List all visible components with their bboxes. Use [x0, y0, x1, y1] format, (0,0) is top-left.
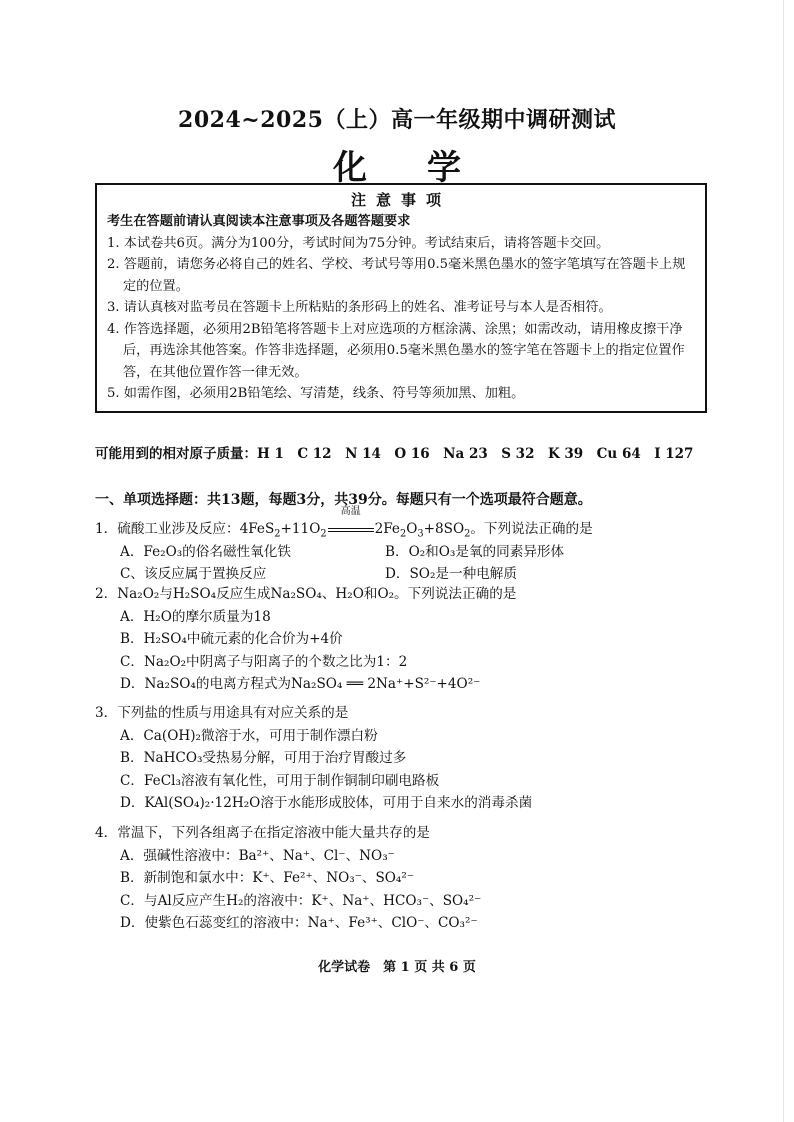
option-d[interactable]: D．使紫色石蕊变红的溶液中：Na⁺、Fe³⁺、ClO⁻、CO₃²⁻ — [120, 915, 478, 931]
option-a[interactable]: A．H₂O的摩尔质量为18 — [120, 608, 271, 625]
option-b[interactable]: B．NaHCO₃受热易分解，可用于治疗胃酸过多 — [120, 750, 407, 766]
notice-lead: 考生在答题前请认真阅读本注意事项及各题答题要求 — [107, 214, 411, 229]
question-stem: 3．下列盐的性质与用途具有对应关系的是 — [95, 705, 349, 721]
notice-item: 3. 请认真核对监考员在答题卡上所粘贴的条形码上的姓名、准考证号与本人是否相符。 — [107, 300, 612, 315]
option-d[interactable]: D．KAl(SO₄)₂·12H₂O溶于水能形成胶体，可用于自来水的消毒杀菌 — [120, 795, 533, 811]
option-d[interactable]: D．SO₂是一种电解质 — [385, 566, 517, 582]
option-c[interactable]: C．与Al反应产生H₂的溶液中：K⁺、Na⁺、HCO₃⁻、SO₄²⁻ — [120, 892, 482, 909]
notice-item: 5. 如需作图，必须用2B铅笔绘、写清楚，线条、符号等须加黑、加粗。 — [107, 386, 525, 401]
question-stem: 2．Na₂O₂与H₂SO₄反应生成Na₂SO₄、H₂O和O₂。下列说法正确的是 — [95, 586, 517, 602]
option-a[interactable]: A．Fe₂O₃的俗名磁性氧化铁 — [120, 543, 291, 560]
option-b[interactable]: B．O₂和O₃是氧的同素异形体 — [385, 543, 565, 560]
option-a[interactable]: A．强碱性溶液中：Ba²⁺、Na⁺、Cl⁻、NO₃⁻ — [120, 847, 395, 864]
option-c[interactable]: C、该反应属于置换反应 — [120, 566, 267, 582]
section-heading: 一、单项选择题：共13题，每题3分，共39分。每题只有一个选项最符合题意。 — [95, 492, 592, 508]
subject-title: 化学 — [333, 148, 521, 188]
question-stem: 4．常温下，下列各组离子在指定溶液中能大量共存的是 — [95, 825, 430, 841]
page-footer: 化学试卷 第 1 页 共 6 页 — [318, 960, 476, 975]
option-b[interactable]: B．新制饱和氯水中：K⁺、Fe²⁺、NO₃⁻、SO₄²⁻ — [120, 870, 414, 886]
notice-title: 注意事项 — [350, 191, 451, 209]
reaction-condition: 高温 — [327, 518, 375, 541]
notice-item: 1. 本试卷共6页。满分为100分，考试时间为75分钟。考试结束后，请将答题卡交回。 — [107, 235, 610, 251]
notice-box — [95, 183, 707, 413]
question-1 — [95, 506, 715, 586]
page-title: 2024~2025（上）高一年级期中调研测试 — [178, 107, 616, 133]
atomic-masses: 可能用到的相对原子质量：H 1 C 12 N 14 O 16 Na 23 S 32 K 39 Cu 64 I 127 — [95, 446, 694, 462]
notice-item: 4. 作答选择题，必须用2B铅笔将答题卡上对应选项的方框涂满、涂黑；如需改动，请用橡皮擦干净后，再选涂其他答案。作答非选择题，必须用0.5毫米黑色墨水的签字笔在答题卡上的指定位置作答，在其他位置作答一律无效。 — [107, 321, 685, 380]
scan-edge-divider — [783, 0, 784, 1122]
question-stem: 1．硫酸工业涉及反应：$4FeS_2+11O_2$ 高温 $2Fe_2O_3+8SO_2$。下列说法正确的是 — [95, 506, 593, 540]
option-a[interactable]: A．Ca(OH)₂微溶于水，可用于制作漂白粉 — [120, 727, 378, 744]
option-b[interactable]: B．H₂SO₄中硫元素的化合价为+4价 — [120, 631, 343, 647]
option-c[interactable]: C．FeCl₃溶液有氧化性，可用于制作铜制印刷电路板 — [120, 772, 440, 789]
option-c[interactable]: C．Na₂O₂中阴离子与阳离子的个数之比为1：2 — [120, 653, 408, 670]
option-d[interactable]: D．Na₂SO₄的电离方程式为Na₂SO₄ ══ 2Na⁺+S²⁻+4O²⁻ — [120, 676, 481, 692]
question-4 — [95, 822, 715, 935]
notice-item: 2. 答题前，请您务必将自己的姓名、学校、考试号等用0.5毫米黑色墨水的签字笔填写在答题卡上规定的位置。 — [107, 257, 686, 294]
question-2 — [95, 583, 715, 696]
question-3 — [95, 702, 715, 815]
